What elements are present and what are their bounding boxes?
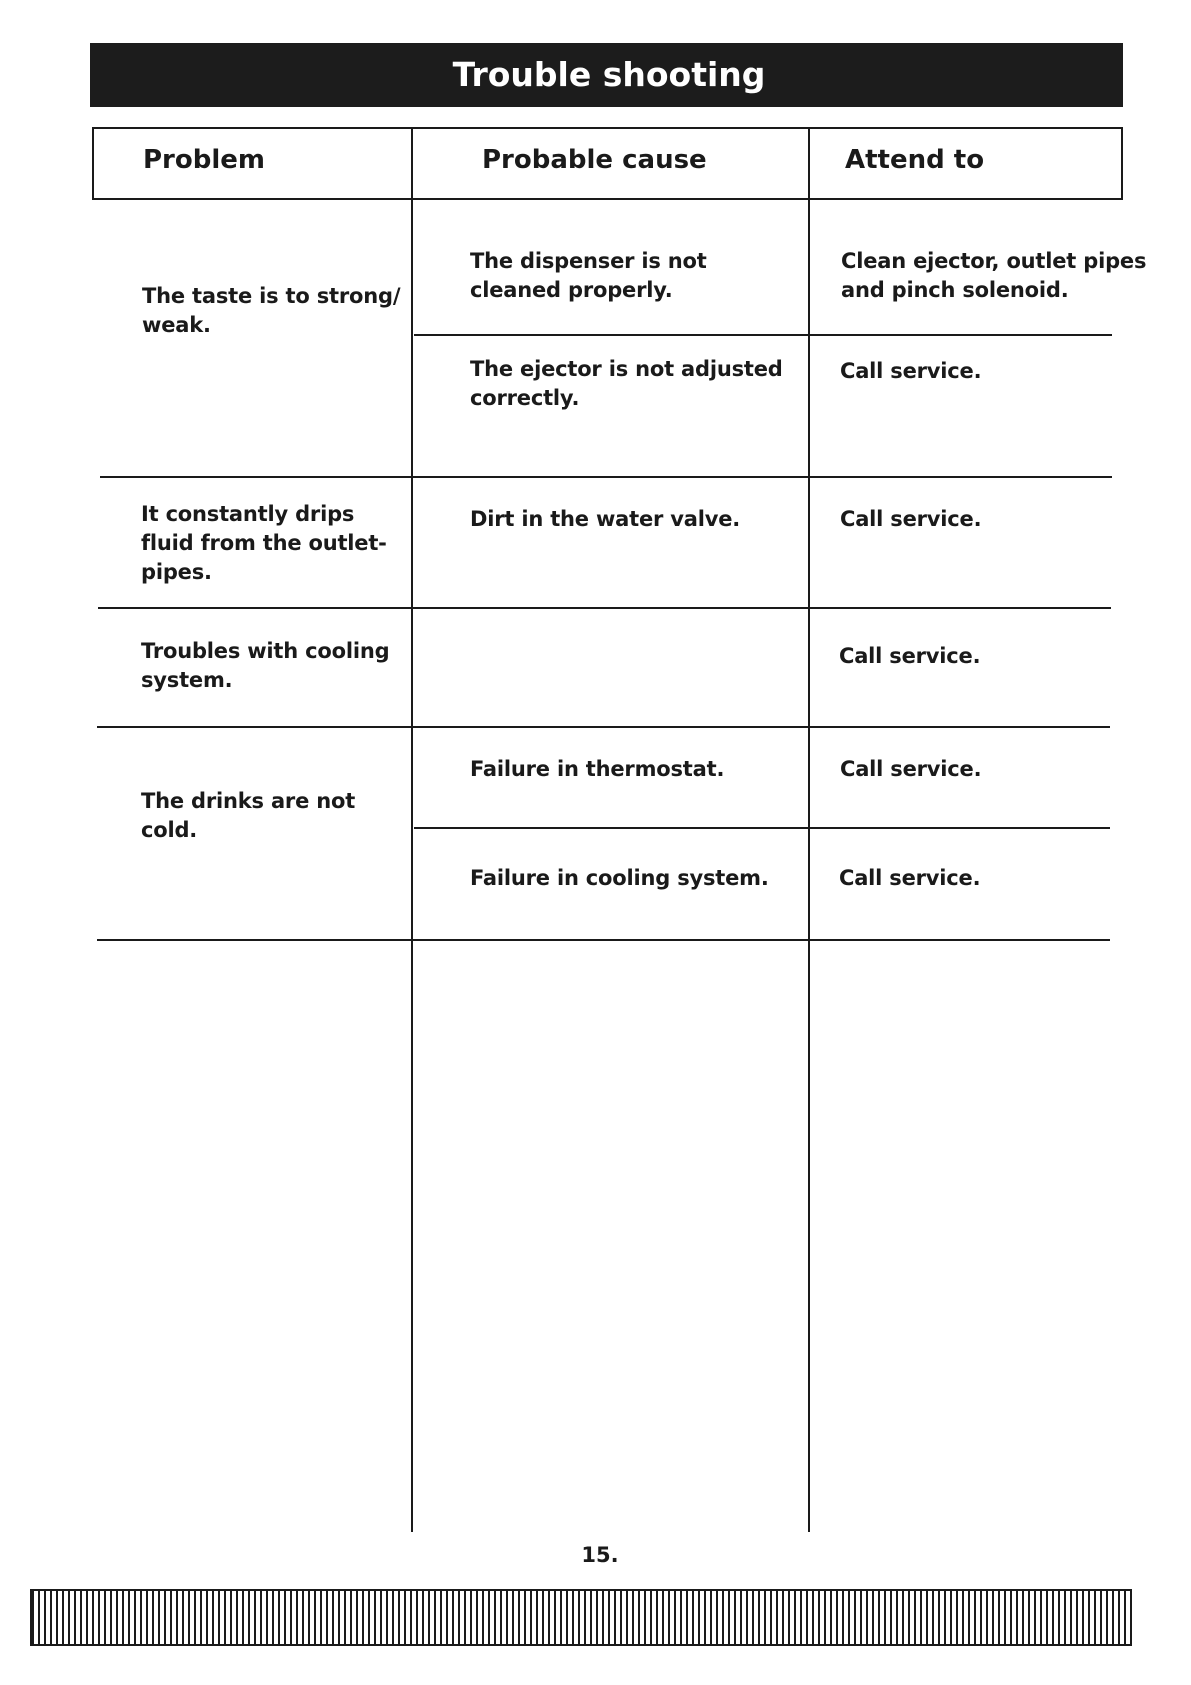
- column-divider: [808, 127, 810, 1532]
- problem-cell: The drinks are not cold.: [141, 789, 356, 842]
- row-separator: [98, 607, 1111, 609]
- cause-cell: Failure in thermostat.: [470, 757, 725, 781]
- attend-cell: Call service.: [839, 866, 981, 890]
- row-separator: [97, 939, 1110, 941]
- problem-cell: The taste is to strong/ weak.: [142, 284, 401, 337]
- row-separator: [97, 726, 1110, 728]
- page-number: 15.: [581, 1543, 619, 1567]
- attend-cell: Call service.: [840, 359, 982, 383]
- cause-cell: The dispenser is not cleaned properly.: [470, 249, 707, 302]
- cause-cell: The ejector is not adjusted correctly.: [470, 357, 783, 410]
- attend-cell: Call service.: [840, 757, 982, 781]
- header-attend-to: Attend to: [845, 145, 985, 175]
- problem-cell: It constantly drips fluid from the outlet- pipes.: [141, 502, 387, 584]
- cause-cell: Failure in cooling system.: [470, 866, 769, 890]
- cause-cell: Dirt in the water valve.: [470, 507, 741, 531]
- page-title: Trouble shooting: [90, 43, 1123, 107]
- row-separator: [414, 827, 1110, 829]
- decorative-stripe-band: [30, 1589, 1132, 1646]
- row-separator: [100, 476, 1112, 478]
- attend-cell: Call service.: [840, 507, 982, 531]
- row-separator: [414, 334, 1112, 336]
- column-divider: [411, 127, 413, 1532]
- header-problem: Problem: [143, 145, 265, 175]
- attend-cell: Call service.: [839, 644, 981, 668]
- attend-cell: Clean ejector, outlet pipes and pinch solenoid.: [841, 249, 1147, 302]
- problem-cell: Troubles with cooling system.: [141, 639, 390, 692]
- header-probable-cause: Probable cause: [482, 145, 707, 175]
